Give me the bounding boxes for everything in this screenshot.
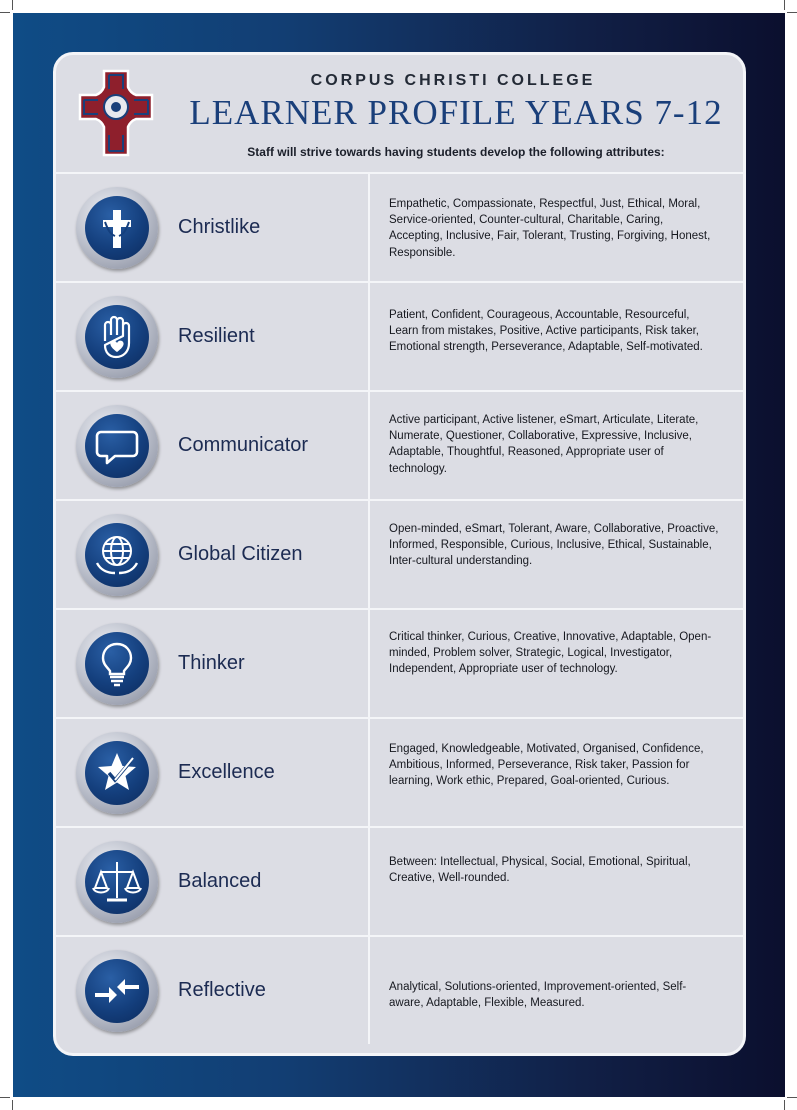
converging-arrows-icon bbox=[85, 959, 149, 1023]
column-divider bbox=[368, 937, 370, 1044]
column-divider bbox=[368, 501, 370, 608]
crop-mark bbox=[787, 1097, 797, 1098]
header bbox=[56, 55, 743, 173]
college-name: CORPUS CHRISTI COLLEGE bbox=[310, 72, 596, 89]
attribute-name: Resilient bbox=[178, 325, 255, 347]
column-divider bbox=[368, 174, 370, 281]
attribute-name: Excellence bbox=[178, 761, 275, 783]
attribute-name: Balanced bbox=[178, 870, 262, 892]
crop-mark bbox=[787, 12, 797, 13]
attribute-name: Christlike bbox=[178, 216, 261, 238]
attribute-name: Global Citizen bbox=[178, 543, 303, 565]
column-divider bbox=[368, 283, 370, 390]
column-divider bbox=[368, 610, 370, 717]
crop-mark bbox=[12, 1100, 13, 1110]
attribute-row-christlike bbox=[56, 172, 743, 281]
crop-mark bbox=[784, 1100, 785, 1110]
attribute-description: Analytical, Solutions-oriented, Improvement-oriented, Self-aware, Adaptable, Flexible, Measured. bbox=[389, 981, 687, 1010]
icon-badge bbox=[76, 841, 158, 923]
learner-profile-panel bbox=[53, 52, 746, 1056]
icon-badge bbox=[76, 623, 158, 705]
attribute-row-resilient bbox=[56, 281, 743, 390]
scales-icon bbox=[85, 850, 149, 914]
icon-badge bbox=[76, 514, 158, 596]
college-crest-icon bbox=[76, 67, 156, 159]
crop-mark bbox=[0, 1097, 10, 1098]
attribute-row-communicator bbox=[56, 390, 743, 499]
raised-hand-heart-icon bbox=[85, 305, 149, 369]
speech-bubble-icon bbox=[85, 414, 149, 478]
attribute-description: Active participant, Active listener, eSmart, Articulate, Literate, Numerate, Questioner, Collaborative, Expressive, Inclusive, Adaptable, Thoughtful, Reasoned, Appropriate user of technology. bbox=[389, 414, 699, 475]
attribute-description: Empathetic, Compassionate, Respectful, Just, Ethical, Moral, Service-oriented, Counter-cultural, Charitable, Caring, Accepting, Inclusive, Fair, Tolerant, Trusting, Forgiving, Honest, Responsible. bbox=[389, 198, 711, 259]
icon-badge bbox=[76, 950, 158, 1032]
lightbulb-icon bbox=[85, 632, 149, 696]
attribute-row-balanced bbox=[56, 826, 743, 935]
attribute-description: Critical thinker, Curious, Creative, Innovative, Adaptable, Open-minded, Problem solver, Strategic, Logical, Investigator, Independent, Appropriate user of technology. bbox=[389, 631, 712, 676]
column-divider bbox=[368, 828, 370, 935]
attribute-description: Between: Intellectual, Physical, Social, Emotional, Spiritual, Creative, Well-rounded. bbox=[389, 856, 691, 885]
icon-badge bbox=[76, 732, 158, 814]
attribute-description: Engaged, Knowledgeable, Motivated, Organised, Confidence, Ambitious, Informed, Perseverance, Risk taker, Passion for learning, Work ethic, Prepared, Goal-oriented, Curious. bbox=[389, 743, 704, 788]
icon-badge bbox=[76, 405, 158, 487]
attribute-name: Reflective bbox=[178, 979, 266, 1001]
crop-mark bbox=[784, 0, 785, 10]
crop-mark bbox=[0, 12, 10, 13]
column-divider bbox=[368, 719, 370, 826]
attribute-list bbox=[56, 172, 743, 1044]
page-subtitle: Staff will strive towards having students develop the following attributes: bbox=[247, 145, 665, 159]
attribute-row-excellence bbox=[56, 717, 743, 826]
attribute-name: Thinker bbox=[178, 652, 245, 674]
attribute-row-global-citizen bbox=[56, 499, 743, 608]
attribute-description: Open-minded, eSmart, Tolerant, Aware, Collaborative, Proactive, Informed, Responsible, Curious, Inclusive, Ethical, Sustainable, Inter-cultural understanding. bbox=[389, 523, 719, 568]
column-divider bbox=[368, 392, 370, 499]
icon-badge bbox=[76, 187, 158, 269]
cross-icon bbox=[85, 196, 149, 260]
attribute-description: Patient, Confident, Courageous, Accountable, Resourceful, Learn from mistakes, Positive, Active participants, Risk taker, Emotional strength, Perseverance, Adaptable, Self-motivated. bbox=[389, 309, 703, 354]
star-check-icon bbox=[85, 741, 149, 805]
attribute-row-reflective bbox=[56, 935, 743, 1044]
attribute-name: Communicator bbox=[178, 434, 309, 456]
page-title: LEARNER PROFILE YEARS 7-12 bbox=[189, 93, 723, 132]
attribute-row-thinker bbox=[56, 608, 743, 717]
icon-badge bbox=[76, 296, 158, 378]
globe-in-hands-icon bbox=[85, 523, 149, 587]
crop-mark bbox=[12, 0, 13, 10]
